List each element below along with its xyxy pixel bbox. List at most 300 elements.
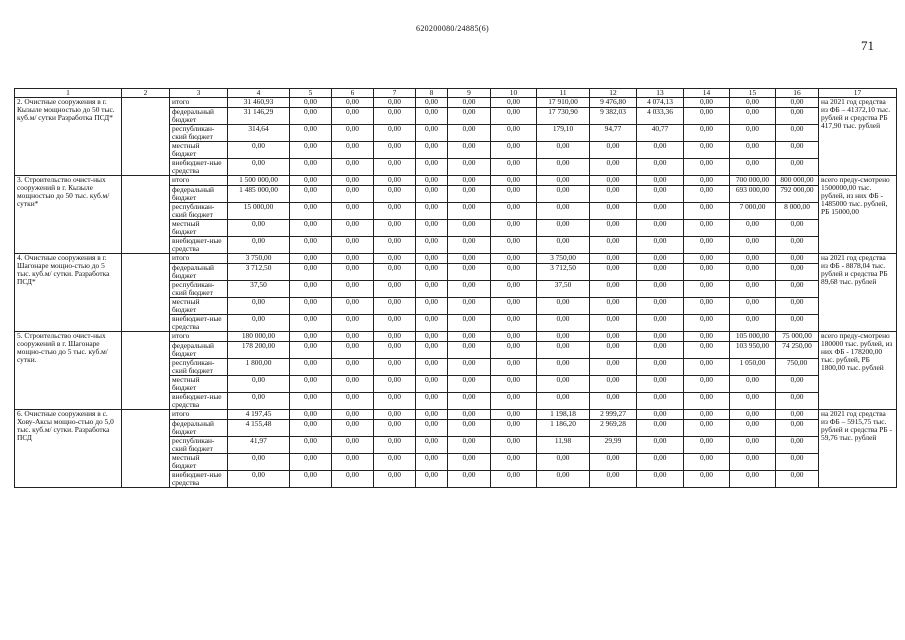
amount-cell: 0,00: [290, 454, 332, 471]
amount-cell: 0,00: [637, 142, 684, 159]
amount-cell: 0,00: [730, 237, 776, 254]
amount-cell: 0,00: [416, 454, 448, 471]
amount-cell: 0,00: [637, 376, 684, 393]
amount-cell: 0,00: [684, 98, 730, 108]
amount-cell: 0,00: [637, 332, 684, 342]
amount-cell: 3 750,00: [228, 254, 290, 264]
amount-cell: 0,00: [448, 393, 491, 410]
amount-cell: 800 000,00: [776, 176, 819, 186]
amount-cell: 0,00: [332, 342, 374, 359]
budget-table: [14, 88, 897, 488]
amount-cell: 0,00: [491, 332, 537, 342]
column-number-2: 2: [122, 89, 170, 98]
amount-cell: 0,00: [491, 176, 537, 186]
amount-cell: 0,00: [637, 410, 684, 420]
amount-cell: 0,00: [537, 332, 590, 342]
amount-cell: 0,00: [491, 342, 537, 359]
amount-cell: 0,00: [684, 142, 730, 159]
funding-source-cell: итого: [170, 176, 228, 186]
page-number: 71: [861, 38, 874, 53]
amount-cell: 0,00: [590, 264, 637, 281]
funding-source-cell: местный бюджет: [170, 454, 228, 471]
amount-cell: 0,00: [416, 471, 448, 488]
amount-cell: 0,00: [730, 220, 776, 237]
amount-cell: 0,00: [290, 159, 332, 176]
amount-cell: 0,00: [730, 420, 776, 437]
amount-cell: 0,00: [491, 437, 537, 454]
amount-cell: 0,00: [491, 159, 537, 176]
funding-source-cell: итого: [170, 332, 228, 342]
table-row: [15, 176, 897, 186]
amount-cell: 0,00: [491, 237, 537, 254]
amount-cell: 75 000,00: [776, 332, 819, 342]
amount-cell: 0,00: [730, 393, 776, 410]
amount-cell: 2 999,27: [590, 410, 637, 420]
amount-cell: 0,00: [590, 471, 637, 488]
amount-cell: 0,00: [416, 298, 448, 315]
amount-cell: 0,00: [684, 332, 730, 342]
amount-cell: 0,00: [448, 125, 491, 142]
amount-cell: 179,10: [537, 125, 590, 142]
column-number-6: 6: [332, 89, 374, 98]
amount-cell: 0,00: [684, 376, 730, 393]
amount-cell: 0,00: [776, 298, 819, 315]
amount-cell: 0,00: [228, 376, 290, 393]
amount-cell: 0,00: [416, 342, 448, 359]
amount-cell: 0,00: [730, 159, 776, 176]
column-number-14: 14: [684, 89, 730, 98]
amount-cell: 0,00: [448, 186, 491, 203]
amount-cell: 0,00: [374, 98, 416, 108]
amount-cell: 11,98: [537, 437, 590, 454]
amount-cell: 0,00: [637, 254, 684, 264]
amount-cell: 0,00: [332, 298, 374, 315]
amount-cell: 0,00: [228, 298, 290, 315]
amount-cell: 0,00: [637, 298, 684, 315]
note-cell: на 2021 год средства из ФБ – 5915,75 тыс. рублей и средства РБ - 59,76 тыс. рублей: [819, 410, 897, 488]
blank-cell: [122, 410, 170, 488]
amount-cell: 0,00: [776, 454, 819, 471]
amount-cell: 0,00: [590, 342, 637, 359]
amount-cell: 0,00: [491, 393, 537, 410]
amount-cell: 0,00: [448, 237, 491, 254]
amount-cell: 0,00: [776, 376, 819, 393]
amount-cell: 0,00: [228, 220, 290, 237]
amount-cell: 0,00: [730, 281, 776, 298]
amount-cell: 29,99: [590, 437, 637, 454]
amount-cell: 2 969,28: [590, 420, 637, 437]
funding-source-cell: федеральный бюджет: [170, 108, 228, 125]
amount-cell: 0,00: [637, 437, 684, 454]
funding-source-cell: итого: [170, 98, 228, 108]
amount-cell: 0,00: [537, 186, 590, 203]
amount-cell: 0,00: [684, 471, 730, 488]
amount-cell: 180 000,00: [228, 332, 290, 342]
amount-cell: 9 382,03: [590, 108, 637, 125]
amount-cell: 0,00: [290, 342, 332, 359]
amount-cell: 178 200,00: [228, 342, 290, 359]
amount-cell: 0,00: [537, 220, 590, 237]
amount-cell: 74 250,00: [776, 342, 819, 359]
amount-cell: 314,64: [228, 125, 290, 142]
column-number-15: 15: [730, 89, 776, 98]
amount-cell: 0,00: [637, 159, 684, 176]
table-row: [15, 332, 897, 342]
event-name-cell: 6. Очистные сооружения в с. Хову-Аксы мощно-стью до 5,0 тыс. куб.м/ сутки. Разработка ПСД: [15, 410, 122, 488]
column-number-12: 12: [590, 89, 637, 98]
amount-cell: 0,00: [448, 254, 491, 264]
amount-cell: 1 485 000,00: [228, 186, 290, 203]
funding-source-cell: внебюджет-ные средства: [170, 159, 228, 176]
amount-cell: 0,00: [491, 410, 537, 420]
amount-cell: 0,00: [684, 254, 730, 264]
amount-cell: 0,00: [637, 281, 684, 298]
amount-cell: 0,00: [448, 298, 491, 315]
amount-cell: 0,00: [416, 203, 448, 220]
amount-cell: 0,00: [684, 203, 730, 220]
amount-cell: 0,00: [416, 159, 448, 176]
column-number-8: 8: [416, 89, 448, 98]
amount-cell: 0,00: [374, 315, 416, 332]
funding-source-cell: местный бюджет: [170, 220, 228, 237]
column-number-4: 4: [228, 89, 290, 98]
amount-cell: 0,00: [590, 315, 637, 332]
amount-cell: 0,00: [730, 410, 776, 420]
amount-cell: 0,00: [537, 237, 590, 254]
amount-cell: 0,00: [590, 254, 637, 264]
amount-cell: 0,00: [590, 176, 637, 186]
funding-source-cell: внебюджет-ные средства: [170, 471, 228, 488]
note-cell: на 2021 год средства из ФБ - 8878,04 тыс. рублей и средства РБ 89,68 тыс. рублей: [819, 254, 897, 332]
amount-cell: 0,00: [448, 159, 491, 176]
amount-cell: 0,00: [590, 186, 637, 203]
amount-cell: 0,00: [416, 332, 448, 342]
funding-source-cell: итого: [170, 410, 228, 420]
amount-cell: 0,00: [491, 298, 537, 315]
amount-cell: 0,00: [290, 220, 332, 237]
amount-cell: 0,00: [374, 264, 416, 281]
amount-cell: 0,00: [448, 471, 491, 488]
amount-cell: 0,00: [332, 359, 374, 376]
amount-cell: 0,00: [491, 454, 537, 471]
amount-cell: 700 000,00: [730, 176, 776, 186]
amount-cell: 0,00: [332, 332, 374, 342]
amount-cell: 0,00: [590, 159, 637, 176]
amount-cell: 0,00: [290, 376, 332, 393]
funding-source-cell: федеральный бюджет: [170, 342, 228, 359]
amount-cell: 0,00: [590, 220, 637, 237]
amount-cell: 0,00: [332, 108, 374, 125]
amount-cell: 0,00: [332, 437, 374, 454]
amount-cell: 0,00: [228, 237, 290, 254]
funding-source-cell: республикан-ский бюджет: [170, 281, 228, 298]
amount-cell: 0,00: [537, 315, 590, 332]
amount-cell: 0,00: [776, 159, 819, 176]
amount-cell: 0,00: [332, 203, 374, 220]
amount-cell: 0,00: [374, 203, 416, 220]
amount-cell: 0,00: [228, 471, 290, 488]
amount-cell: 0,00: [637, 220, 684, 237]
amount-cell: 0,00: [537, 342, 590, 359]
amount-cell: 15 000,00: [228, 203, 290, 220]
amount-cell: 0,00: [448, 359, 491, 376]
funding-source-cell: республикан-ский бюджет: [170, 437, 228, 454]
event-name-cell: 4. Очистные сооружения в г. Шагонаре мощно-стью до 5 тыс. куб.м/ сутки. Разработка ПСД*: [15, 254, 122, 332]
amount-cell: 0,00: [491, 98, 537, 108]
amount-cell: 0,00: [374, 410, 416, 420]
amount-cell: 1 800,00: [228, 359, 290, 376]
amount-cell: 0,00: [730, 142, 776, 159]
amount-cell: 0,00: [332, 176, 374, 186]
amount-cell: 0,00: [290, 471, 332, 488]
amount-cell: 0,00: [730, 264, 776, 281]
amount-cell: 0,00: [537, 142, 590, 159]
table-row: [15, 410, 897, 420]
amount-cell: 0,00: [374, 142, 416, 159]
amount-cell: 0,00: [637, 359, 684, 376]
funding-source-cell: федеральный бюджет: [170, 420, 228, 437]
event-name-cell: 3. Строительство очист-ных сооружений в г. Кызыле мощностью до 50 тыс. куб.м/ сутки*: [15, 176, 122, 254]
amount-cell: 0,00: [537, 298, 590, 315]
amount-cell: 0,00: [491, 142, 537, 159]
amount-cell: 0,00: [416, 359, 448, 376]
amount-cell: 693 000,00: [730, 186, 776, 203]
amount-cell: 0,00: [332, 98, 374, 108]
amount-cell: 0,00: [537, 203, 590, 220]
amount-cell: 7 000,00: [730, 203, 776, 220]
amount-cell: 0,00: [332, 410, 374, 420]
amount-cell: 0,00: [590, 359, 637, 376]
amount-cell: 0,00: [374, 186, 416, 203]
column-number-5: 5: [290, 89, 332, 98]
amount-cell: 0,00: [776, 125, 819, 142]
amount-cell: 0,00: [416, 420, 448, 437]
amount-cell: 0,00: [776, 471, 819, 488]
amount-cell: 0,00: [590, 393, 637, 410]
amount-cell: 0,00: [448, 332, 491, 342]
amount-cell: 4 155,48: [228, 420, 290, 437]
amount-cell: 0,00: [290, 281, 332, 298]
amount-cell: 0,00: [290, 125, 332, 142]
blank-cell: [122, 98, 170, 176]
note-cell: всего преду-смотрено 180000 тыс. рублей, из них ФБ - 178200,00 тыс. рублей, РБ 1800,00 тыс. рублей: [819, 332, 897, 410]
amount-cell: 0,00: [290, 315, 332, 332]
amount-cell: 0,00: [590, 237, 637, 254]
amount-cell: 0,00: [491, 376, 537, 393]
amount-cell: 0,00: [290, 410, 332, 420]
amount-cell: 0,00: [448, 342, 491, 359]
amount-cell: 0,00: [590, 454, 637, 471]
amount-cell: 0,00: [416, 315, 448, 332]
amount-cell: 17 730,90: [537, 108, 590, 125]
amount-cell: 0,00: [228, 454, 290, 471]
funding-source-cell: республикан-ский бюджет: [170, 203, 228, 220]
amount-cell: 4 197,45: [228, 410, 290, 420]
column-number-row: [15, 89, 897, 98]
amount-cell: 0,00: [730, 98, 776, 108]
amount-cell: 0,00: [416, 254, 448, 264]
amount-cell: 0,00: [590, 203, 637, 220]
amount-cell: 0,00: [537, 376, 590, 393]
amount-cell: 0,00: [590, 142, 637, 159]
amount-cell: 0,00: [448, 376, 491, 393]
amount-cell: 0,00: [684, 281, 730, 298]
amount-cell: 0,00: [637, 315, 684, 332]
amount-cell: 1 186,20: [537, 420, 590, 437]
amount-cell: 0,00: [730, 437, 776, 454]
amount-cell: 0,00: [374, 125, 416, 142]
column-number-10: 10: [491, 89, 537, 98]
amount-cell: 0,00: [332, 142, 374, 159]
funding-source-cell: республикан-ский бюджет: [170, 125, 228, 142]
amount-cell: 0,00: [637, 176, 684, 186]
amount-cell: 0,00: [290, 176, 332, 186]
amount-cell: 0,00: [416, 393, 448, 410]
amount-cell: 0,00: [590, 376, 637, 393]
amount-cell: 0,00: [374, 420, 416, 437]
amount-cell: 0,00: [684, 237, 730, 254]
amount-cell: 0,00: [332, 281, 374, 298]
amount-cell: 0,00: [776, 437, 819, 454]
amount-cell: 0,00: [684, 420, 730, 437]
column-number-11: 11: [537, 89, 590, 98]
amount-cell: 0,00: [374, 254, 416, 264]
funding-source-cell: внебюджет-ные средства: [170, 315, 228, 332]
funding-source-cell: итого: [170, 254, 228, 264]
amount-cell: 0,00: [332, 237, 374, 254]
amount-cell: 0,00: [776, 220, 819, 237]
amount-cell: 41,97: [228, 437, 290, 454]
amount-cell: 17 910,00: [537, 98, 590, 108]
amount-cell: 0,00: [448, 281, 491, 298]
amount-cell: 0,00: [776, 98, 819, 108]
amount-cell: 0,00: [290, 142, 332, 159]
funding-source-cell: внебюджет-ные средства: [170, 237, 228, 254]
amount-cell: 0,00: [730, 315, 776, 332]
amount-cell: 0,00: [448, 264, 491, 281]
funding-source-cell: федеральный бюджет: [170, 186, 228, 203]
amount-cell: 0,00: [332, 159, 374, 176]
amount-cell: 0,00: [684, 264, 730, 281]
amount-cell: 0,00: [637, 393, 684, 410]
amount-cell: 0,00: [332, 393, 374, 410]
amount-cell: 0,00: [416, 410, 448, 420]
amount-cell: 0,00: [684, 359, 730, 376]
amount-cell: 0,00: [537, 359, 590, 376]
note-cell: всего преду-смотрено 1500000,00 тыс. рублей, из них ФБ - 1485000 тыс. рублей, РБ 15000,00: [819, 176, 897, 254]
amount-cell: 0,00: [537, 176, 590, 186]
amount-cell: 0,00: [491, 471, 537, 488]
amount-cell: 40,77: [637, 125, 684, 142]
amount-cell: 0,00: [637, 454, 684, 471]
amount-cell: 0,00: [374, 342, 416, 359]
amount-cell: 3 712,50: [228, 264, 290, 281]
amount-cell: 0,00: [491, 220, 537, 237]
column-number-9: 9: [448, 89, 491, 98]
amount-cell: 0,00: [332, 264, 374, 281]
amount-cell: 0,00: [448, 220, 491, 237]
amount-cell: 0,00: [416, 186, 448, 203]
amount-cell: 0,00: [684, 342, 730, 359]
amount-cell: 750,00: [776, 359, 819, 376]
amount-cell: 0,00: [448, 410, 491, 420]
amount-cell: 0,00: [776, 393, 819, 410]
amount-cell: 0,00: [448, 142, 491, 159]
amount-cell: 0,00: [491, 108, 537, 125]
amount-cell: 0,00: [290, 108, 332, 125]
amount-cell: 0,00: [332, 454, 374, 471]
amount-cell: 0,00: [684, 454, 730, 471]
amount-cell: 0,00: [448, 437, 491, 454]
amount-cell: 0,00: [684, 108, 730, 125]
amount-cell: 0,00: [590, 281, 637, 298]
amount-cell: 0,00: [290, 203, 332, 220]
amount-cell: 31 460,93: [228, 98, 290, 108]
amount-cell: 3 712,50: [537, 264, 590, 281]
amount-cell: 0,00: [290, 237, 332, 254]
amount-cell: 0,00: [416, 237, 448, 254]
amount-cell: 0,00: [290, 420, 332, 437]
amount-cell: 1 050,00: [730, 359, 776, 376]
amount-cell: 0,00: [491, 203, 537, 220]
amount-cell: 0,00: [448, 420, 491, 437]
amount-cell: 0,00: [290, 186, 332, 203]
amount-cell: 0,00: [684, 186, 730, 203]
amount-cell: 0,00: [290, 332, 332, 342]
blank-cell: [122, 254, 170, 332]
column-number-17: 17: [819, 89, 897, 98]
amount-cell: 0,00: [491, 359, 537, 376]
amount-cell: 0,00: [491, 254, 537, 264]
amount-cell: 0,00: [228, 393, 290, 410]
amount-cell: 0,00: [374, 454, 416, 471]
amount-cell: 0,00: [332, 186, 374, 203]
amount-cell: 0,00: [730, 376, 776, 393]
funding-source-cell: местный бюджет: [170, 376, 228, 393]
amount-cell: 0,00: [684, 393, 730, 410]
blank-cell: [122, 332, 170, 410]
funding-source-cell: республикан-ский бюджет: [170, 359, 228, 376]
amount-cell: 0,00: [332, 220, 374, 237]
funding-source-cell: внебюджет-ные средства: [170, 393, 228, 410]
amount-cell: 4 074,13: [637, 98, 684, 108]
amount-cell: 0,00: [776, 108, 819, 125]
amount-cell: 0,00: [228, 142, 290, 159]
amount-cell: 105 000,00: [730, 332, 776, 342]
amount-cell: 0,00: [491, 186, 537, 203]
amount-cell: 0,00: [290, 393, 332, 410]
amount-cell: 0,00: [416, 220, 448, 237]
column-number-13: 13: [637, 89, 684, 98]
amount-cell: 0,00: [590, 332, 637, 342]
amount-cell: 0,00: [416, 437, 448, 454]
amount-cell: 0,00: [332, 420, 374, 437]
amount-cell: 0,00: [416, 264, 448, 281]
amount-cell: 0,00: [332, 125, 374, 142]
amount-cell: 0,00: [491, 281, 537, 298]
amount-cell: 0,00: [374, 159, 416, 176]
blank-cell: [122, 176, 170, 254]
amount-cell: 0,00: [491, 315, 537, 332]
amount-cell: 0,00: [448, 108, 491, 125]
amount-cell: 0,00: [637, 203, 684, 220]
amount-cell: 0,00: [332, 471, 374, 488]
amount-cell: 0,00: [537, 454, 590, 471]
funding-source-cell: федеральный бюджет: [170, 264, 228, 281]
amount-cell: 103 950,00: [730, 342, 776, 359]
amount-cell: 0,00: [448, 98, 491, 108]
note-cell: на 2021 год средства из ФБ – 41372,10 тыс. рублей и средства РБ 417,90 тыс. рублей: [819, 98, 897, 176]
